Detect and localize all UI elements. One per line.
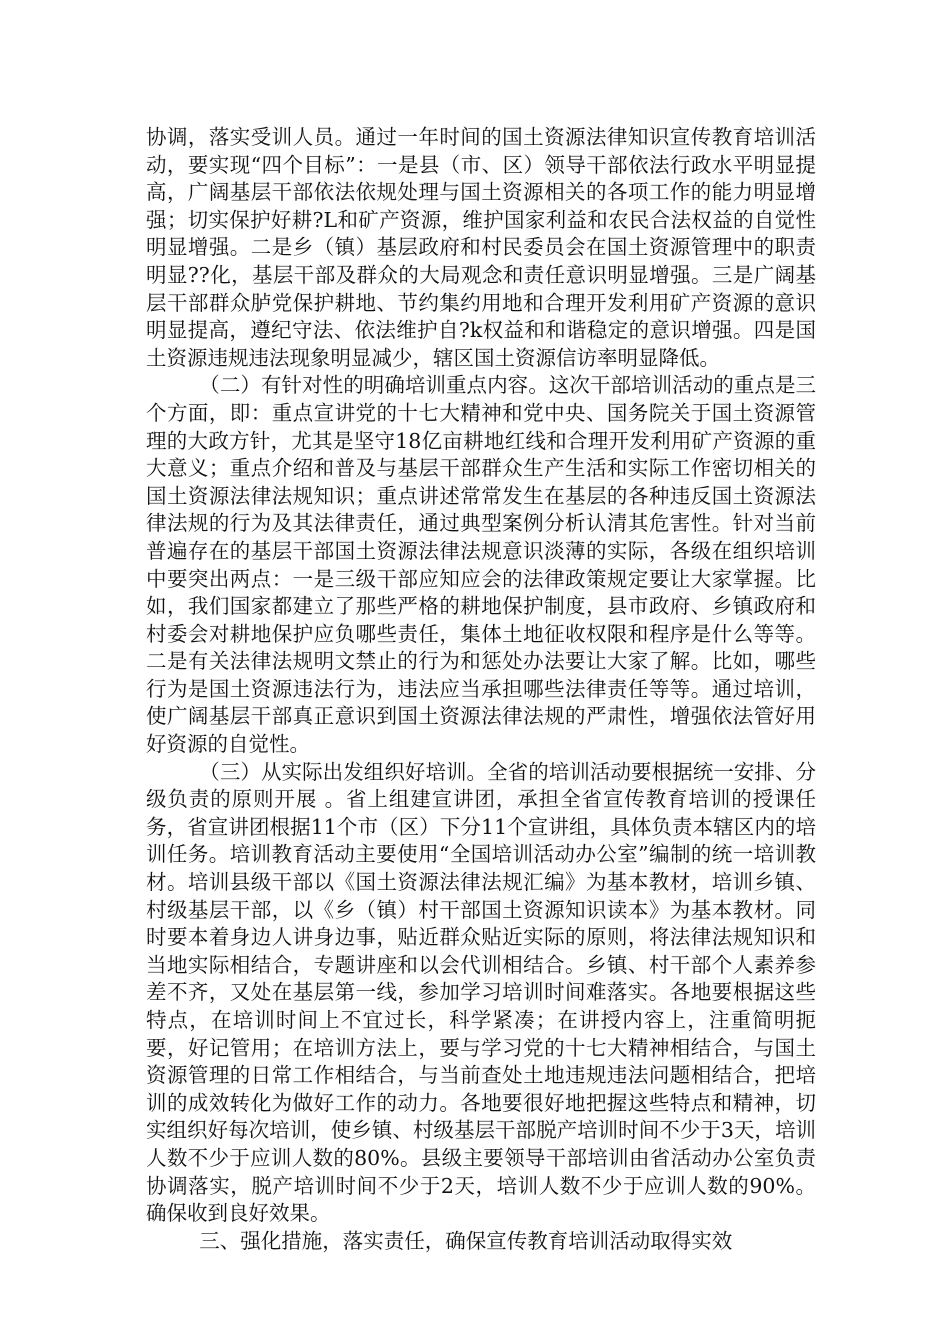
- document-page: [146, 124, 816, 1255]
- paragraph-training-focus: （二）有针对性的明确培训重点内容。这次干部培训活动的重点是三个方面，即：重点宣讲党的十七大精神和党中央、国务院关于国土资源管理的大政方针，尤其是坚守18亿亩耕地红线和合理开发利用矿产资源的重大意义；重点介绍和普及与基层干部群众生产生活和实际工作密切相关的国土资源法律法规知识；重点讲述常常发生在基层的各种违反国土资源法律法规的行为及其法律责任，通过典型案例分析认清其危害性。针对当前普遍存在的基层干部国土资源法律法规意识淡薄的实际，各级在组织培训中要突出两点：一是三级干部应知应会的法律政策规定要让大家掌握。比如，我们国家都建立了那些严格的耕地保护制度，县市政府、乡镇政府和村委会对耕地保护应负哪些责任，集体土地征收权限和程序是什么等等。二是有关法律法规明文禁止的行为和惩处办法要让大家了解。比如，哪些行为是国土资源违法行为，违法应当承担哪些法律责任等等。通过培训，使广阔基层干部真正意识到国土资源法律法规的严肃性，增强依法管好用好资源的自觉性。: [146, 373, 816, 757]
- paragraph-goals: 协调，落实受训人员。通过一年时间的国土资源法律知识宣传教育培训活动，要实现“四个目标”：一是县（市、区）领导干部依法行政水平明显提高，广阔基层干部依法依规处理与国土资源相关的各项工作的能力明显增强；切实保护好耕?L和矿产资源，维护国家利益和农民合法权益的自觉性明显增强。二是乡（镇）基层政府和村民委员会在国土资源管理中的职责明显??化，基层干部及群众的大局观念和责任意识明显增强。三是广阔基层干部群众胪党保护耕地、节约集约用地和合理开发利用矿产资源的意识明显提高，遵纪守法、依法维护自?k权益和和谐稳定的意识增强。四是国土资源违规违法现象明显减少，辖区国土资源信访率明显降低。: [146, 125, 816, 370]
- section-heading: 三、强化措施，落实责任，确保宣传教育培训活动取得实效: [199, 1228, 733, 1253]
- paragraph-training-organization: （三）从实际出发组织好培训。全省的培训活动要根据统一安排、分级负责的原则开展 。省上组建宣讲团，承担全省宣传教育培训的授课任务，省宣讲团根据11个市（区）下分11个宣讲组，具体负责本辖区内的培训任务。培训教育活动主要使用“全国培训活动办公室”编制的统一培训教材。培训县级干部以《国土资源法律法规汇编》为基本教材，培训乡镇、村级基层干部，以《乡（镇）村干部国土资源知识读本》为基本教材。同时要本着身边人讲身边事，贴近群众贴近实际的原则，将法律法规知识和当地实际相结合，专题讲座和以会代训相结合。乡镇、村干部个人素养参差不齐，又处在基层第一线，参加学习培训时间难落实。各地要根据这些特点，在培训时间上不宜过长，科学紧凑；在讲授内容上，注重简明扼要，好记管用；在培训方法上，要与学习党的十七大精神相结合，与国土资源管理的日常工作相结合，与当前查处土地违规违法问题相结合，把培训的成效转化为做好工作的动力。各地要很好地把握这些特点和精神，切实组织好每次培训，使乡镇、村级基层干部脱产培训时间不少于3天，培训人数不少于应训人数的80%。县级主要领导干部培训由省活动办公室负责协调落实，脱产培训时间不少于2天，培训人数不少于应训人数的90%。确保收到良好效果。: [146, 759, 816, 1226]
